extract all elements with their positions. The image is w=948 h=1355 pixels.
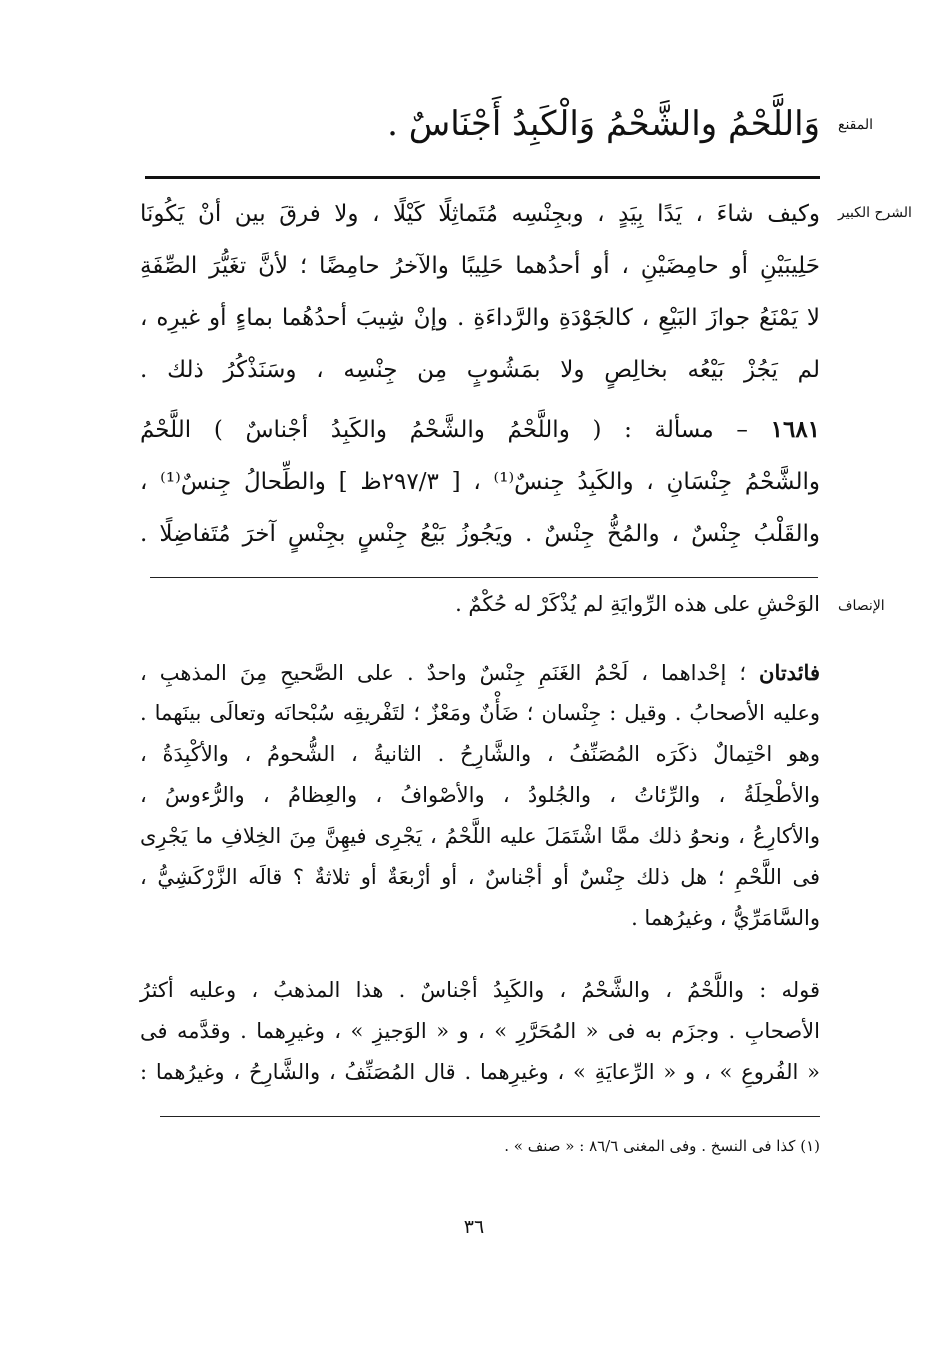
sharh-line: لم يَجُزْ بَيْعُه بخالِصٍ ولا بمَشُوبٍ مِن جِنْسِه ، وسَنَذْكُرُ ذلك . [140,357,820,383]
sharh-body [140,188,820,560]
footnote: (١) كذا فى النسخ . وفى المغنى ٨٦/٦ : « صنف » . [504,1137,820,1155]
qawl-block [140,970,820,1093]
masala-number: ١٦٨١ [770,416,821,443]
masala-dash: – [713,417,748,443]
masala-line: والقَلْبُ جِنْسٌ ، والمُخُّ جِنْسٌ . ويَجُوزُ بَيْعُ جِنْسٍ بجِنْسٍ آخرَ مُتَفاضِلًا . [140,521,820,547]
sharh-line: حَلِيبَيْنِ أو حامِضَيْنِ ، أو أحدُهما حَلِيبًا والآخرُ حامِضًا ؛ لأنَّ تغَيُّرَ الصِّفَةِ [140,253,820,279]
sharh-line: وكيف شاءَ ، يَدًا بِيَدٍ ، وبجِنْسِه مُتَماثِلًا كَيْلًا ، ولا فرقَ بين أنْ يَكُونَا [140,201,820,227]
fawaid-line: وعليه الأصحابُ . وقيل : جِنْسان ؛ ضَأْنٌ ومَعْزٌ ؛ لتَفْريقِه سُبْحانَه وتعالَى بينَهما . [140,701,820,725]
sharh-line: لا يَمْنَعُ جوازَ البَيْعِ ، كالجَوْدَةِ والرَّداءَةِ . وإنْ شِيبَ أحدُهُما بماءٍ أو غيرِه ، [140,305,820,331]
fawaid-text: ؛ إحْداهما ، لَحْمُ الغَنَمِ جِنْسٌ واحدٌ . على الصَّحيحِ مِنَ المذهبِ ، [140,661,747,685]
header-text: وَاللَّحْمُ والشَّحْمُ وَالْكَبِدُ أَجْنَاسٌ . [387,104,820,144]
masala-line: والشَّحْمُ جِنْسَانِ ، والكَبِدُ جِنسٌ⁽¹⁾ ، [ ٢٩٧/٣ظ ] والطِّحالُ جِنسٌ⁽¹⁾ ، [140,469,821,495]
fawaid-line: والأطْحِلَةُ ، والرِّئاتُ ، والجُلودُ ، والأصْوافُ ، والعِظامُ ، والرُّءوسُ ، [140,783,820,807]
insaf-side-label: الإنصاف [838,598,885,614]
footnote-divider [160,1116,820,1117]
fawaid-heading: فائدتان [759,660,820,685]
sharh-side-label: الشرح الكبير [838,205,912,221]
section-divider [150,577,818,578]
insaf-first-line: الوَحْشِ على هذه الرِّوايَةِ لم يُذْكَرْ له حُكْمٌ . [455,592,820,616]
fawaid-last-line: والسَّامَرِّيُّ ، وغيرُهما . [631,906,820,930]
fawaid-line: وهو احْتِمالٌ ذكَرَه المُصَنِّفُ ، والشَّارِحُ . الثانيةُ ، الشُّحومُ ، والأكْبِدَةُ ، [140,742,820,766]
qawl-line: الأصحابِ . وجزَم به فى « المُحَرَّرِ » ، و « الوَجيزِ » ، وغيرِهما . وقدَّمه فى [140,1019,820,1043]
fawaid-block [140,652,820,939]
header-side-label: المقنع [838,117,874,133]
fawaid-line: والأكارِعُ ، ونحوُ ذلك ممَّا اشْتَمَلَ عليه اللَّحْمُ ، يَجْرِى فيهِنَّ مِنَ الخِلافِ ما يَجْرِى [140,824,820,848]
fawaid-line [140,652,820,693]
masala-text: مسألة : ( واللَّحْمُ والشَّحْمُ والكَبِدُ أجْناسٌ ) اللَّحْمُ [140,417,714,443]
qawl-line: « الفُروعِ » ، و « الرِّعايَةِ » ، وغيرِهما . قال المُصَنِّفُ ، والشَّارِحُ ، وغيرُهما : [140,1060,820,1084]
header-rule [145,176,820,179]
qawl-line: قوله : واللَّحْمُ ، والشَّحْمُ ، والكَبِدُ أجْناسٌ . هذا المذهبُ ، وعليه أكثرُ [140,978,820,1002]
masala-line [140,404,820,456]
fawaid-line: فى اللَّحْمِ ؛ هل ذلك جِنْسٌ أو أجْناسٌ ، أو أرْبعَةٌ أو ثلاثةٌ ؟ قالَه الزَّرْكَشِيُّ ، [140,865,820,889]
page-number: ٣٦ [463,1216,485,1238]
